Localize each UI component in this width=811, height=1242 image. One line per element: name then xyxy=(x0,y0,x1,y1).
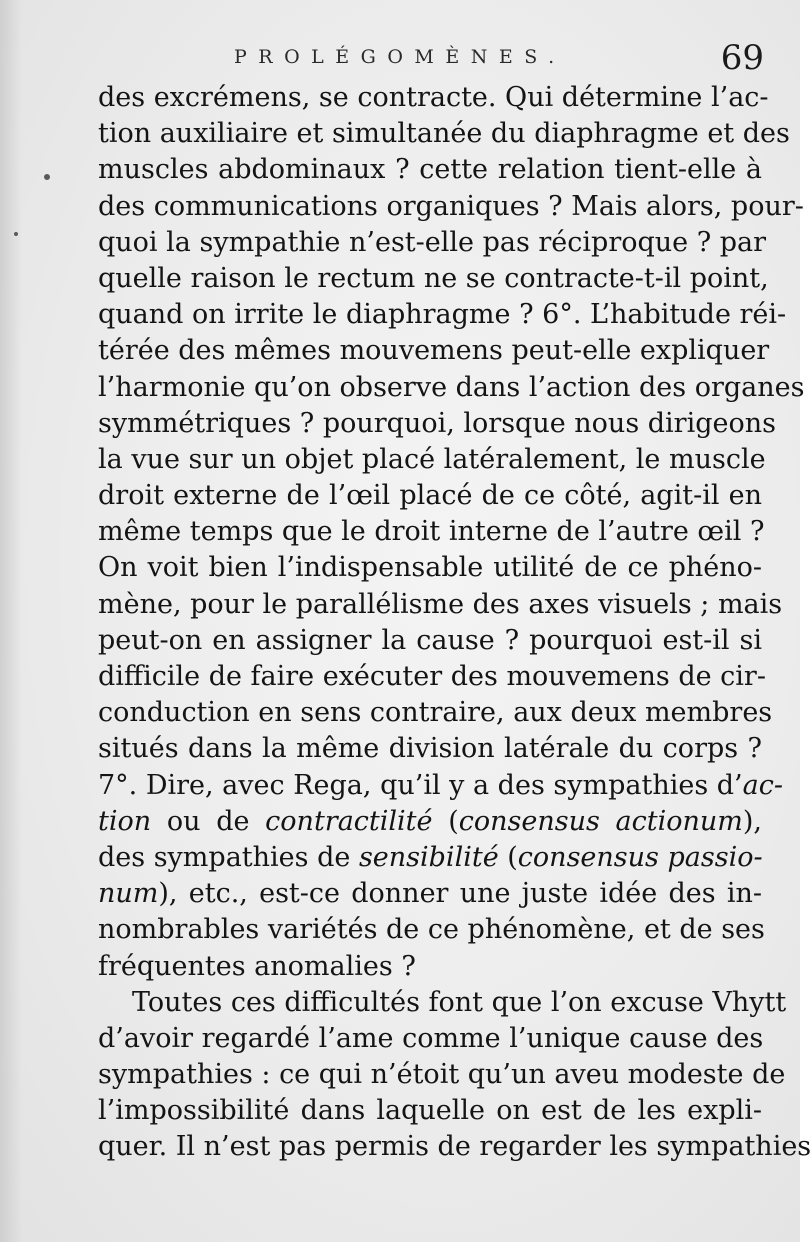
text-line xyxy=(98,80,769,116)
text-segment: ), etc., est-ce donner une juste idée des in- xyxy=(158,878,762,910)
text-line xyxy=(98,1093,762,1129)
text-segment: d’avoir regardé l’ame comme l’unique cause des xyxy=(98,1022,764,1054)
italic-text-segment: consensus passio- xyxy=(517,841,763,873)
text-segment: ), xyxy=(742,805,763,837)
text-segment: difficile de faire exécuter des mouvemens de cir- xyxy=(98,661,766,692)
text-line xyxy=(98,876,762,912)
text-segment: des communications organiques ? Mais alors, pour- xyxy=(98,190,804,222)
text-segment: peut-on en assigner la cause ? pourquoi est-il si xyxy=(98,624,762,656)
text-segment: quand on irrite le diaphragme ? 6°. L’habitude réi- xyxy=(98,299,787,331)
text-segment: ( xyxy=(432,805,459,837)
text-line xyxy=(98,261,769,297)
text-line xyxy=(98,406,776,442)
text-segment: situés dans la même division latérale du corps ? xyxy=(98,733,762,765)
ink-speck xyxy=(14,232,18,236)
text-segment: conduction en sens contraire, aux deux membres xyxy=(98,697,773,729)
text-segment: térée des mêmes mouvemens peut-elle expliquer xyxy=(98,335,770,367)
text-segment: ( xyxy=(498,841,518,873)
italic-text-segment: consensus actionum xyxy=(458,805,743,837)
text-line xyxy=(98,985,787,1021)
text-segment: mène, pour le parallélisme des axes visuels ; mais xyxy=(98,588,783,620)
text-line xyxy=(98,949,762,985)
text-segment: même temps que le droit interne de l’autre œil ? xyxy=(98,516,765,548)
text-segment: symmétriques ? pourquoi, lorsque nous dirigeons xyxy=(98,407,776,439)
text-segment: tion auxiliaire et simultanée du diaphragme et des xyxy=(98,118,790,150)
text-segment: Toutes ces difficultés font que l’on excuse Vhytt xyxy=(132,986,787,1018)
text-segment: quer. Il n’est pas permis de regarder les sympathies xyxy=(98,1131,811,1163)
page-gutter-shadow xyxy=(0,0,22,1242)
text-line xyxy=(98,116,790,152)
text-line xyxy=(98,912,765,948)
text-line xyxy=(98,1021,762,1057)
body-text xyxy=(98,80,811,1166)
italic-text-segment: sensibilité xyxy=(358,841,499,873)
text-line xyxy=(98,514,765,550)
text-segment: l’impossibilité dans laquelle on est de les expli- xyxy=(98,1095,762,1127)
page-number: 69 xyxy=(720,38,764,78)
text-segment: droit externe de l’œil placé de ce côté, agit-il en xyxy=(98,480,762,512)
text-segment: fréquentes anomalies ? xyxy=(98,950,416,982)
text-line xyxy=(98,442,766,478)
text-line xyxy=(98,695,773,731)
running-head: PROLÉGOMÈNES. xyxy=(234,46,566,68)
italic-text-segment: ac- xyxy=(742,769,783,801)
text-line xyxy=(98,623,762,659)
ink-speck xyxy=(44,174,50,180)
text-segment: nombrables variétés de ce phénomène, et de ses xyxy=(98,914,765,946)
text-line xyxy=(98,587,783,623)
italic-text-segment: contractilité xyxy=(265,805,433,837)
text-line xyxy=(98,804,762,840)
text-segment: des excrémens, se contracte. Qui détermine l’ac- xyxy=(98,82,769,113)
text-segment: l’harmonie qu’on observe dans l’action des organes xyxy=(98,371,805,403)
text-segment: sympathies : ce qui n’étoit qu’un aveu modeste de xyxy=(98,1059,786,1091)
text-line xyxy=(98,478,762,514)
text-line xyxy=(98,152,762,188)
text-segment: la vue sur un objet placé latéralement, le muscle xyxy=(98,443,766,475)
text-segment: 7°. Dire, avec Rega, qu’il y a des sympathies d’ xyxy=(98,769,743,801)
text-segment: des sympathies de xyxy=(98,841,359,873)
text-line xyxy=(98,550,762,586)
text-line xyxy=(98,731,762,767)
text-segment: muscles abdominaux ? cette relation tient-elle à xyxy=(98,154,762,186)
text-line xyxy=(98,189,804,225)
italic-text-segment: num xyxy=(98,878,159,910)
text-line xyxy=(98,840,762,876)
text-segment: quoi la sympathie n’est-elle pas réciproque ? par xyxy=(98,226,767,258)
text-line xyxy=(98,1057,786,1093)
text-line xyxy=(98,333,770,369)
italic-text-segment: tion xyxy=(98,805,152,837)
text-line xyxy=(98,659,766,695)
text-segment: ou de xyxy=(151,805,266,837)
text-segment: quelle raison le rectum ne se contracte-t-il point, xyxy=(98,262,769,294)
text-segment: On voit bien l’indispensable utilité de ce phéno- xyxy=(98,552,762,584)
text-line xyxy=(98,370,805,406)
text-line xyxy=(98,768,783,804)
text-line xyxy=(98,297,787,333)
page-header xyxy=(96,38,764,84)
text-line xyxy=(98,225,767,261)
text-line xyxy=(98,1129,811,1165)
